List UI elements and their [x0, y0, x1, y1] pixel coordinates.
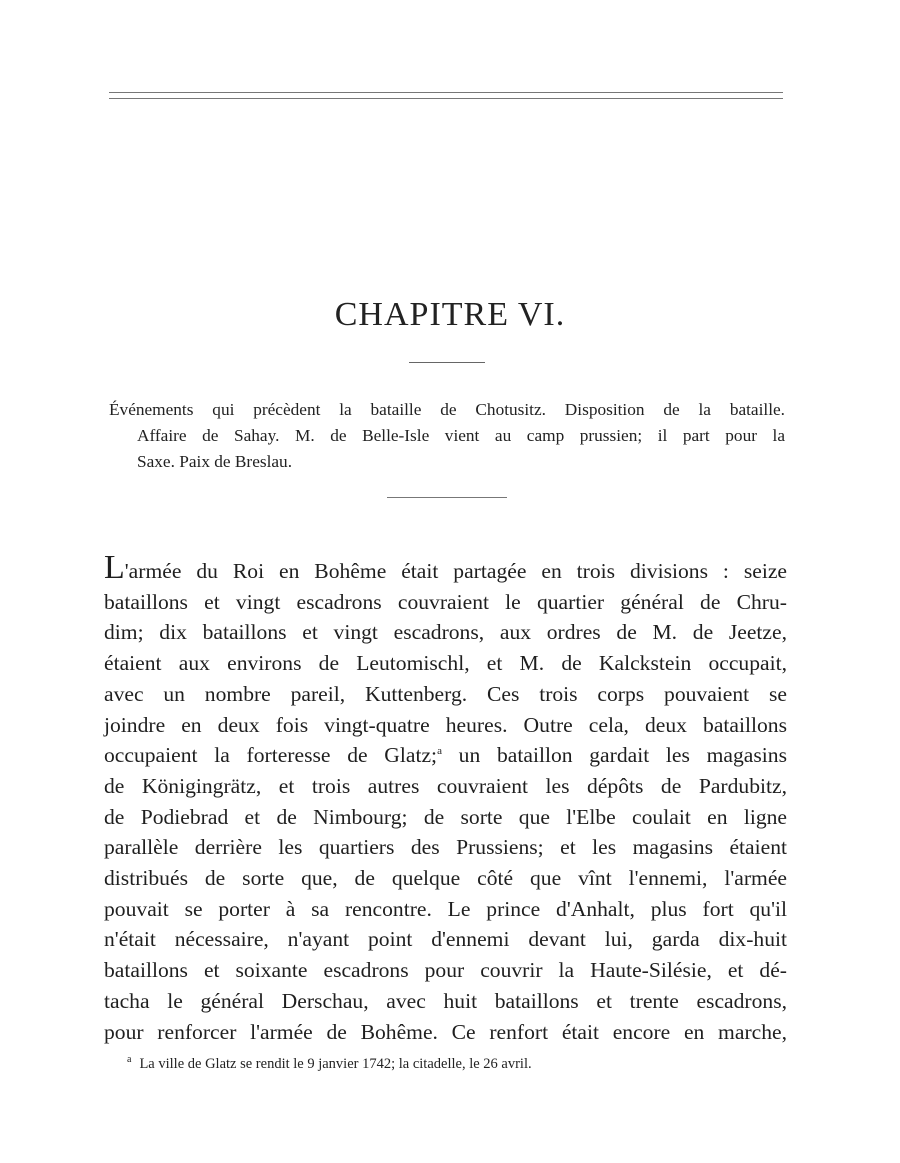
footnote-marker: a — [127, 1054, 132, 1065]
body-line: distribués de sorte que, de quelque côté que vînt l'ennemi, l'armée — [104, 866, 787, 891]
body-line-text: un bataillon gardait les magasins — [441, 743, 787, 768]
body-line: avec un nombre pareil, Kuttenberg. Ces trois corps pouvaient se — [104, 681, 787, 706]
title-divider — [409, 362, 485, 363]
summary-line: Saxe. Paix de Breslau. — [137, 452, 293, 471]
summary-line: Affaire de Sahay. M. de Belle-Isle vient au camp prussien; il part pour la — [137, 426, 785, 445]
body-line: pour renforcer l'armée de Bohême. Ce renfort était encore en marche, — [104, 1019, 787, 1044]
body-line: bataillons et soixante escadrons pour couvrir la Haute-Silésie, et dé- — [104, 958, 787, 983]
body-line — [104, 740, 787, 771]
body-line — [104, 549, 787, 587]
body-line: pouvait se porter à sa rencontre. Le prince d'Anhalt, plus fort qu'il — [104, 896, 787, 921]
summary-line: Événements qui précèdent la bataille de Chotusitz. Disposition de la bataille. — [109, 400, 785, 419]
drop-cap: L — [104, 549, 125, 586]
footnote-reference[interactable]: a — [437, 745, 442, 758]
body-line: bataillons et vingt escadrons couvraient le quartier général de Chru- — [104, 589, 787, 614]
body-line: de Podiebrad et de Nimbourg; de sorte que l'Elbe coulait en ligne — [104, 804, 787, 829]
body-line: tacha le général Derschau, avec huit bataillons et trente escadrons, — [104, 988, 787, 1013]
footnote — [127, 1054, 727, 1073]
body-line: dim; dix bataillons et vingt escadrons, aux ordres de M. de Jeetze, — [104, 620, 787, 645]
chapter-summary — [109, 397, 785, 475]
header-double-rule — [109, 92, 783, 99]
body-line: parallèle derrière les quartiers des Prussiens; et les magasins étaient — [104, 835, 787, 860]
body-line: joindre en deux fois vingt-quatre heures. Outre cela, deux bataillons — [104, 712, 787, 737]
footnote-text: La ville de Glatz se rendit le 9 janvier 1742; la citadelle, le 26 avril. — [139, 1055, 532, 1072]
body-line-text: occupaient la forteresse de Glatz; — [104, 743, 438, 768]
body-line-text: 'armée du Roi en Bohême était partagée en trois divisions : seize — [124, 559, 787, 583]
body-line: n'était nécessaire, n'ayant point d'ennemi devant lui, garda dix-huit — [104, 927, 787, 952]
body-text — [104, 549, 787, 1047]
body-line: de Königingrätz, et trois autres couvraient les dépôts de Pardubitz, — [104, 773, 787, 798]
body-line: étaient aux environs de Leutomischl, et M. de Kalckstein occupait, — [104, 651, 787, 676]
summary-divider — [387, 497, 507, 498]
chapter-title: CHAPITRE VI. — [334, 296, 566, 333]
